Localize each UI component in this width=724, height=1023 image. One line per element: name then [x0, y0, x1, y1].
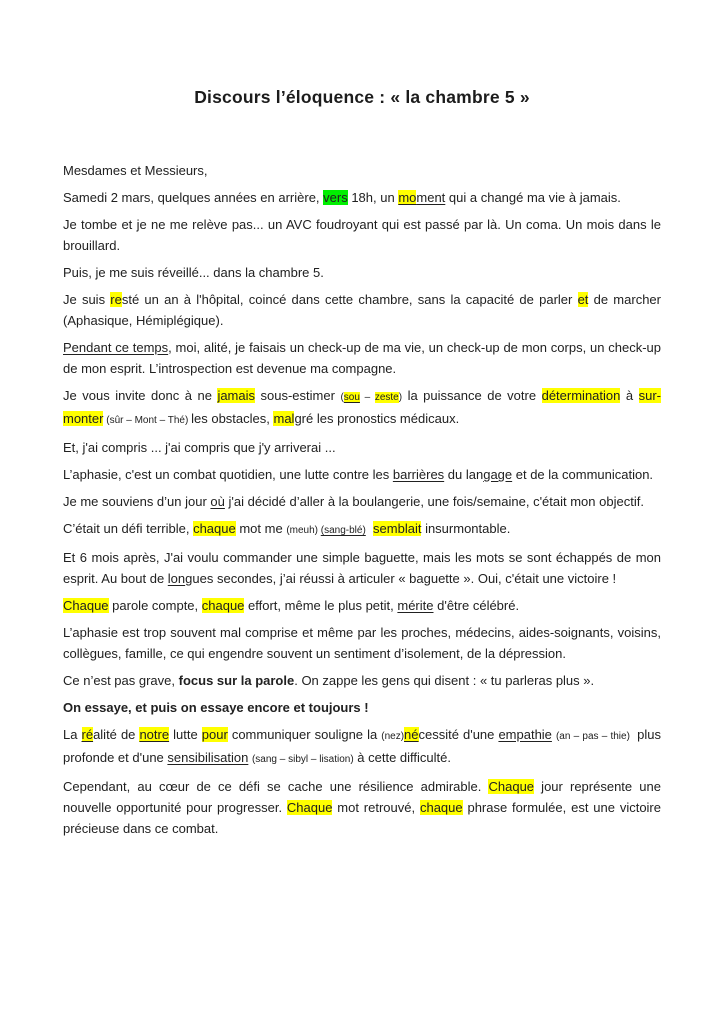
highlighted-text-run: notre: [139, 727, 170, 742]
text-run: L’aphasie est trop souvent mal comprise et même par les proches, médecins, aides-soignants, voisins, collègues, famille, ce qui engendre souvent un sentiment d’isolement, de la dépression.: [63, 625, 665, 661]
text-run: où: [210, 494, 225, 509]
text-run: [366, 521, 373, 536]
text-run: sté un an à l'hôpital, coincé dans cette chambre, sans la capacité de parler: [121, 292, 578, 307]
highlighted-text-run: chaque: [201, 598, 245, 613]
document-title: Discours l’éloquence : « la chambre 5 »: [194, 87, 530, 107]
text-run: (: [340, 392, 344, 403]
paragraph: [63, 160, 661, 181]
paragraph: [63, 547, 665, 589]
paragraph: [63, 670, 661, 691]
highlighted-text-run: sou: [343, 392, 360, 403]
text-run: cessité d'une: [418, 727, 499, 742]
highlighted-text-run: mo: [398, 190, 417, 205]
text-run: Mesdames et Messieurs,: [63, 163, 208, 178]
paragraph: [63, 187, 661, 208]
highlighted-text-run: vers: [323, 190, 348, 205]
highlighted-text-run: détermination: [541, 388, 621, 403]
text-run: qui a changé ma vie à jamais.: [445, 190, 621, 205]
text-run: (meuh): [286, 525, 321, 536]
paragraph: [63, 697, 661, 718]
text-run: plus profonde et d'une: [63, 727, 665, 765]
highlighted-text-run: né: [404, 727, 419, 742]
text-run: On essaye, et puis on essaye encore et toujours !: [63, 700, 369, 715]
text-run: barrières: [392, 467, 445, 482]
text-run: Je tombe et je ne me relève pas... un AVC foudroyant qui est passé par là. Un coma. Un mois dans le brouillard.: [63, 217, 665, 253]
paragraph: [63, 518, 661, 541]
highlighted-text-run: Chaque: [488, 779, 535, 794]
text-run: La: [63, 727, 82, 742]
highlighted-text-run: zeste: [374, 392, 399, 403]
paragraph: [63, 464, 661, 485]
paragraph: [63, 622, 665, 664]
text-run: Cependant, au cœur de ce défi se cache une résilience admirable.: [63, 779, 489, 794]
paragraph: [63, 595, 661, 616]
text-run: lon: [167, 571, 186, 586]
text-run: mot retrouvé,: [332, 800, 420, 815]
text-run: effort, même le plus petit,: [244, 598, 398, 613]
text-run: (sang – sibyl – lisation): [251, 754, 354, 765]
text-run: Samedi 2 mars, quelques années en arrière,: [63, 190, 324, 205]
text-run: Je vous invite donc à ne: [63, 388, 218, 403]
text-run: et de la communication.: [512, 467, 654, 482]
text-run: de marcher (Aphasique, Hémiplégique).: [63, 292, 665, 328]
text-run: Et, j'ai compris ... j'ai compris que j'y arriverai ...: [63, 440, 336, 455]
highlighted-text-run: semblait: [373, 521, 422, 536]
paragraph: [63, 262, 661, 283]
paragraph: [63, 491, 661, 512]
text-run: (an – pas – thie): [555, 731, 634, 742]
highlighted-text-run: re: [110, 292, 122, 307]
text-run: sous-estimer: [255, 388, 341, 403]
text-run: du lan: [444, 467, 484, 482]
highlighted-text-run: chaque: [193, 521, 236, 536]
text-run: focus sur la parole: [178, 673, 295, 688]
paragraph: [63, 776, 665, 839]
text-run: ): [398, 392, 403, 403]
paragraph: [63, 289, 665, 331]
highlighted-text-run: Chaque: [63, 598, 109, 613]
highlighted-text-run: jamais: [217, 388, 256, 403]
text-run: gues secondes, j’ai réussi à articuler « baguette ». Oui, c'était une victoire !: [185, 571, 617, 586]
text-run: communiquer souligne la: [227, 727, 382, 742]
paragraphs: [63, 160, 665, 839]
paragraph: [63, 385, 661, 431]
paragraph: [63, 724, 665, 770]
text-run: jour représente une nouvelle opportunité pour progresser.: [63, 779, 665, 815]
text-run: . On zappe les gens qui disent : « tu parleras plus ».: [294, 673, 595, 688]
text-run: Je me souviens d’un jour: [63, 494, 211, 509]
highlighted-text-run: mal: [273, 411, 295, 426]
text-run: phrase formulée, est une victoire précieuse dans ce combat.: [63, 800, 665, 836]
text-run: Et 6 mois après, J'ai voulu commander une simple baguette, mais les mots se sont échappés de mon esprit. Au bout de: [63, 550, 665, 586]
text-run: Pendant ce temps: [63, 340, 169, 355]
paragraph: [63, 337, 665, 379]
text-run: la puissance de votre: [402, 388, 542, 403]
text-run: (sûr – Mont – Thé): [103, 415, 192, 426]
text-run: (nez): [381, 731, 405, 742]
text-run: sensibilisation: [167, 750, 249, 765]
paragraph: [63, 437, 661, 458]
text-run: empathie: [498, 727, 552, 742]
text-run: C’était un défi terrible,: [63, 521, 194, 536]
text-run: L’aphasie, c'est un combat quotidien, une lutte contre les: [63, 467, 393, 482]
text-run: (sang-blé): [320, 525, 366, 536]
highlighted-text-run: et: [577, 292, 589, 307]
highlighted-text-run: sur-monter: [63, 388, 661, 426]
text-run: lutte: [169, 727, 202, 742]
text-run: , moi, alité, je faisais un check-up de ma vie, un check-up de mon corps, un check-up de mon esprit. L’introspection est devenue ma compagne.: [63, 340, 665, 376]
text-run: gage: [483, 467, 513, 482]
text-run: insurmontable.: [421, 521, 511, 536]
text-run: gré les pronostics médicaux.: [294, 411, 460, 426]
text-run: Ce n’est pas grave,: [63, 673, 179, 688]
text-run: à: [620, 388, 639, 403]
text-run: mot me: [235, 521, 287, 536]
text-run: d'être célébré.: [433, 598, 520, 613]
text-run: à cette difficulté.: [353, 750, 452, 765]
text-run: Puis, je me suis réveillé... dans la chambre 5.: [63, 265, 324, 280]
paragraph: [63, 214, 665, 256]
text-run: 18h, un: [347, 190, 399, 205]
text-run: ment: [416, 190, 446, 205]
text-run: les obstacles,: [191, 411, 274, 426]
highlighted-text-run: Chaque: [286, 800, 333, 815]
text-run: j'ai décidé d’aller à la boulangerie, une fois/semaine, c'était mon objectif.: [224, 494, 644, 509]
highlighted-text-run: chaque: [419, 800, 463, 815]
highlighted-text-run: ré: [81, 727, 94, 742]
highlighted-text-run: pour: [201, 727, 228, 742]
text-run: alité de: [93, 727, 140, 742]
text-run: parole compte,: [108, 598, 202, 613]
text-run: –: [359, 392, 375, 403]
text-run: mérite: [397, 598, 434, 613]
text-run: Je suis: [63, 292, 111, 307]
